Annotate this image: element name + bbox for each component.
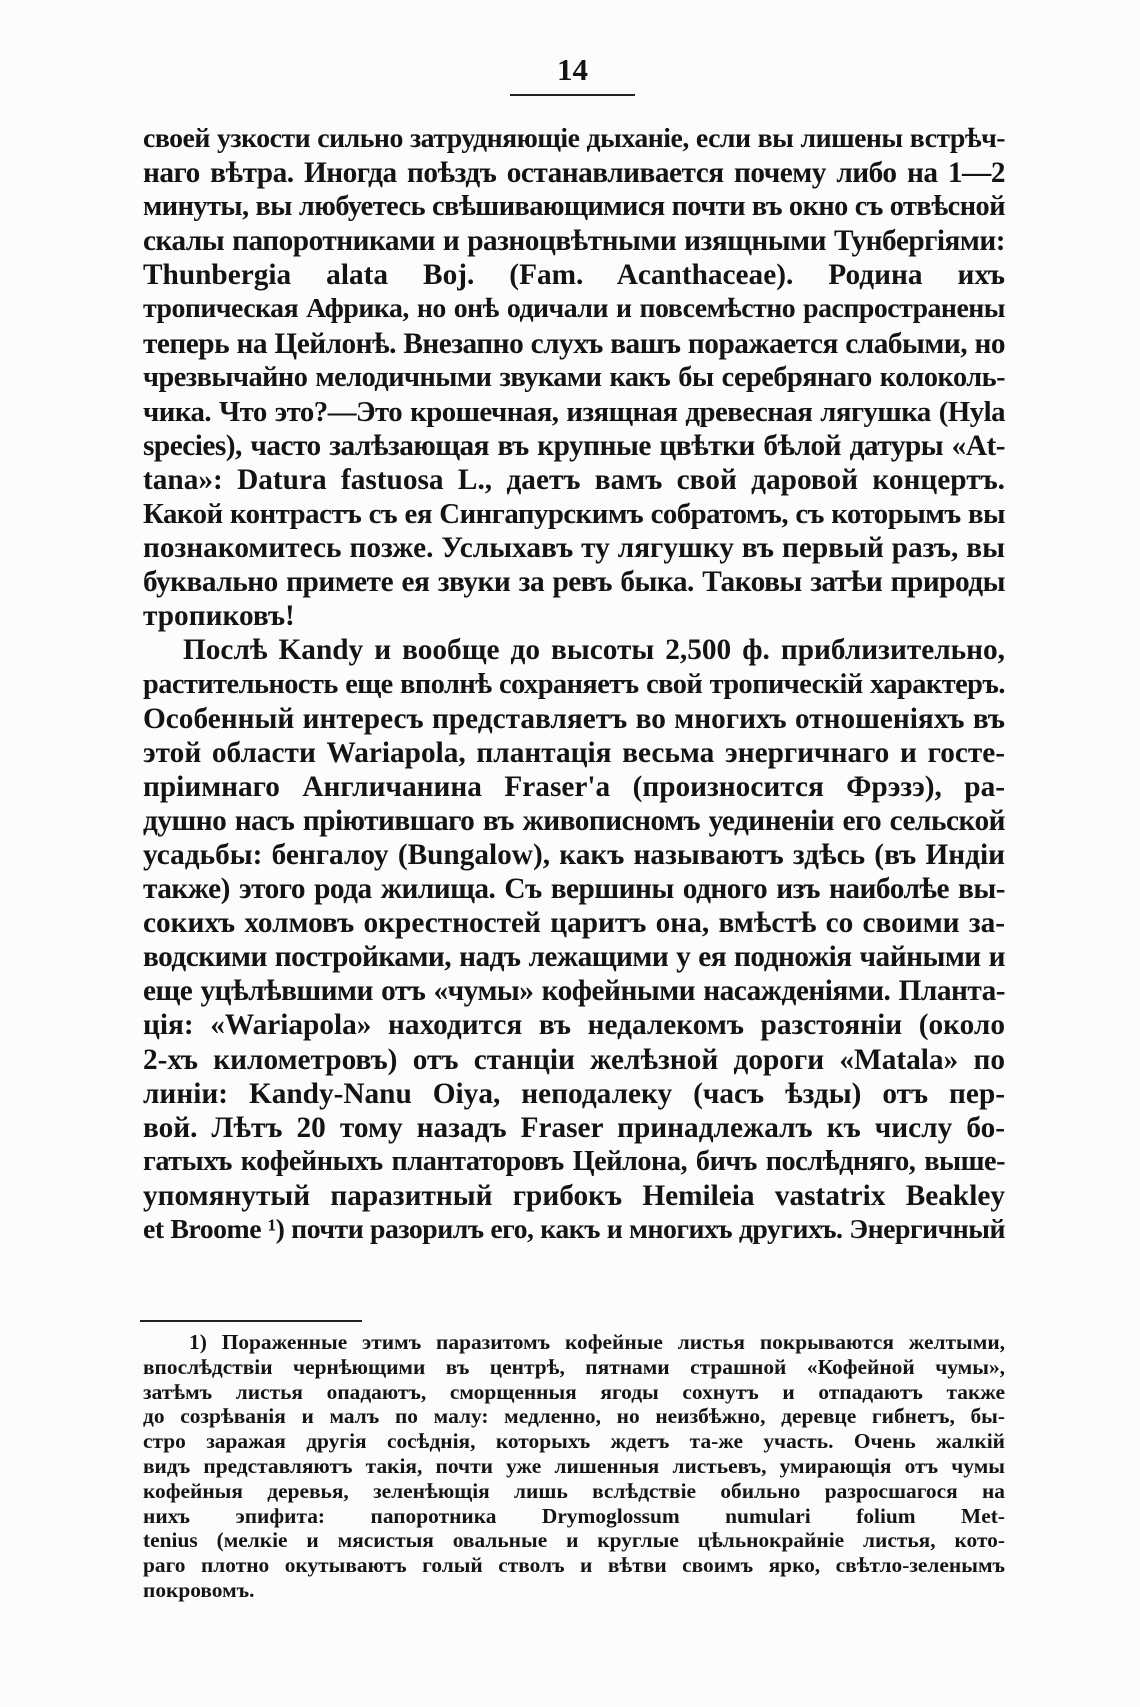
text-line: чрезвычайно мелодичными звуками какъ бы серебрянаго колоколь- <box>143 361 1005 393</box>
page-number: 14 <box>510 52 635 96</box>
footnote-line: до созрѣванія и малъ по малу: медленно, но неизбѣжно, деревце гибнетъ, бы- <box>143 1404 1005 1429</box>
paragraph-start-line: Послѣ Kandy и вообще до высоты 2,500 ф. приблизительно, <box>183 634 1005 667</box>
footnote-line: 1) Пораженные этимъ паразитомъ кофейные листья покрываются желтыми, <box>189 1330 1005 1354</box>
text-line: водскими постройками, надъ лежащими у ея подножія чайными и <box>143 941 1005 974</box>
footnote-line: видъ представляютъ такія, почти уже лишенныя листьевъ, умирающія отъ чумы <box>143 1453 1005 1478</box>
text-line: буквально примете ея звуки за ревъ быка. Таковы затѣи природы <box>143 566 1005 599</box>
text-line: теперь на Цейлонѣ. Внезапно слухъ вашъ поражается слабыми, но <box>143 327 1005 360</box>
footnote-line: затѣмъ листья опадаютъ, сморщенныя ягоды сохнутъ и отпадаютъ также <box>143 1379 1005 1404</box>
text-line: гатыхъ кофейныхъ плантаторовъ Цейлона, бичъ послѣдняго, выше- <box>143 1145 1005 1177</box>
text-line: своей узкости сильно затрудняющіе дыханіе, если вы лишены встрѣч- <box>143 123 1005 154</box>
text-line: Особенный интересъ представляетъ во многихъ отношеніяхъ въ <box>143 702 1005 735</box>
text-line: также) этого рода жилища. Съ вершины одного изъ наиболѣе вы- <box>143 873 1005 906</box>
text-line: растительность еще вполнѣ сохраняетъ свой тропическій характеръ. <box>143 668 1005 700</box>
text-line: 2-хъ километровъ) отъ станціи желѣзной дороги «Matala» по <box>143 1043 1005 1076</box>
footnote-line: покровомъ. <box>143 1577 255 1602</box>
text-line: еще уцѣлѣвшими отъ «чумы» кофейными насажденіями. Планта- <box>143 975 1005 1008</box>
text-line: et Broome ¹) почти разорилъ его, какъ и многихъ другихъ. Энергичный <box>143 1214 1005 1245</box>
footnote-line: раго плотно окутываютъ голый стволъ и вѣтви своимъ ярко, свѣтло-зеленымъ <box>143 1553 1005 1578</box>
text-line: чика. Что это?—Это крошечная, изящная древесная лягушка (Hyla <box>143 395 1005 428</box>
text-line: ція: «Wariapola» находится въ недалекомъ разстояніи (около <box>143 1009 1005 1042</box>
text-line: линіи: Kandy-Nanu Oiya, неподалеку (часъ ѣзды) отъ пер- <box>143 1077 1005 1110</box>
text-line: этой области Wariapola, плантація весьма энергичнаго и госте- <box>143 736 1005 769</box>
text-line: Thunbergia alata Boj. (Fam. Acanthaceae). Родина ихъ <box>143 259 1005 292</box>
footnote <box>143 1330 1005 1603</box>
text-line: душно насъ пріютившаго въ живописномъ уединеніи его сельской <box>143 804 1005 837</box>
footnote-line: tenius (мелкіе и мясистыя овальные и круглые цѣльнокрайніе листья, кото- <box>143 1528 1005 1553</box>
text-line: усадьбы: бенгалоу (Bungalow), какъ называютъ здѣсь (въ Индіи <box>143 838 1005 871</box>
text-line: познакомитесь позже. Услыхавъ ту лягушку въ первый разъ, вы <box>143 532 1005 565</box>
footnote-separator <box>140 1320 362 1322</box>
text-line: упомянутый паразитный грибокъ Hemileia vastatrix Beakley <box>143 1179 1005 1212</box>
text-line: скалы папоротниками и разноцвѣтными изящными Тунбергіями: <box>143 225 1005 258</box>
text-line: тропическая Африка, но онѣ одичали и повсемѣстно распространены <box>143 293 1005 325</box>
text-line: вой. Лѣтъ 20 тому назадъ Fraser принадлежалъ къ числу бо- <box>143 1111 1005 1144</box>
text-line: species), часто залѣзающая въ крупные цвѣтки бѣлой датуры «At- <box>143 429 1005 462</box>
footnote-line: стро заражая другія сосѣднія, которыхъ ждетъ та-же участь. Очень жалкій <box>143 1429 1005 1454</box>
footnote-line: впослѣдствіи чернѣющими въ центрѣ, пятнами страшной «Кофейной чумы», <box>143 1354 1005 1379</box>
text-line: сокихъ холмовъ окрестностей царитъ она, вмѣстѣ со своими за- <box>143 907 1005 940</box>
footnote-line: нихъ эпифита: папоротника Drymoglossum numulari folium Met- <box>143 1503 1005 1528</box>
text-line: пріимнаго Англичанина Fraser'а (произносится Фрэзэ), ра- <box>143 770 1005 803</box>
text-line: Какой контрастъ съ ея Сингапурскимъ собратомъ, съ которымъ вы <box>143 498 1005 531</box>
footnote-line: кофейныя деревья, зеленѣющія лишь вслѣдствіе обильно разросшагося на <box>143 1478 1005 1503</box>
main-text <box>143 122 1005 1247</box>
text-line: tana»: Datura fastuosa L., даетъ вамъ свой даровой концертъ. <box>143 463 1005 496</box>
text-line: минуты, вы любуетесь свѣшивающимися почти въ окно съ отвѣсной <box>143 191 1005 223</box>
text-line: тропиковъ! <box>143 600 295 633</box>
text-line: наго вѣтра. Иногда поѣздъ останавливается почему либо на 1—2 <box>143 157 1005 190</box>
